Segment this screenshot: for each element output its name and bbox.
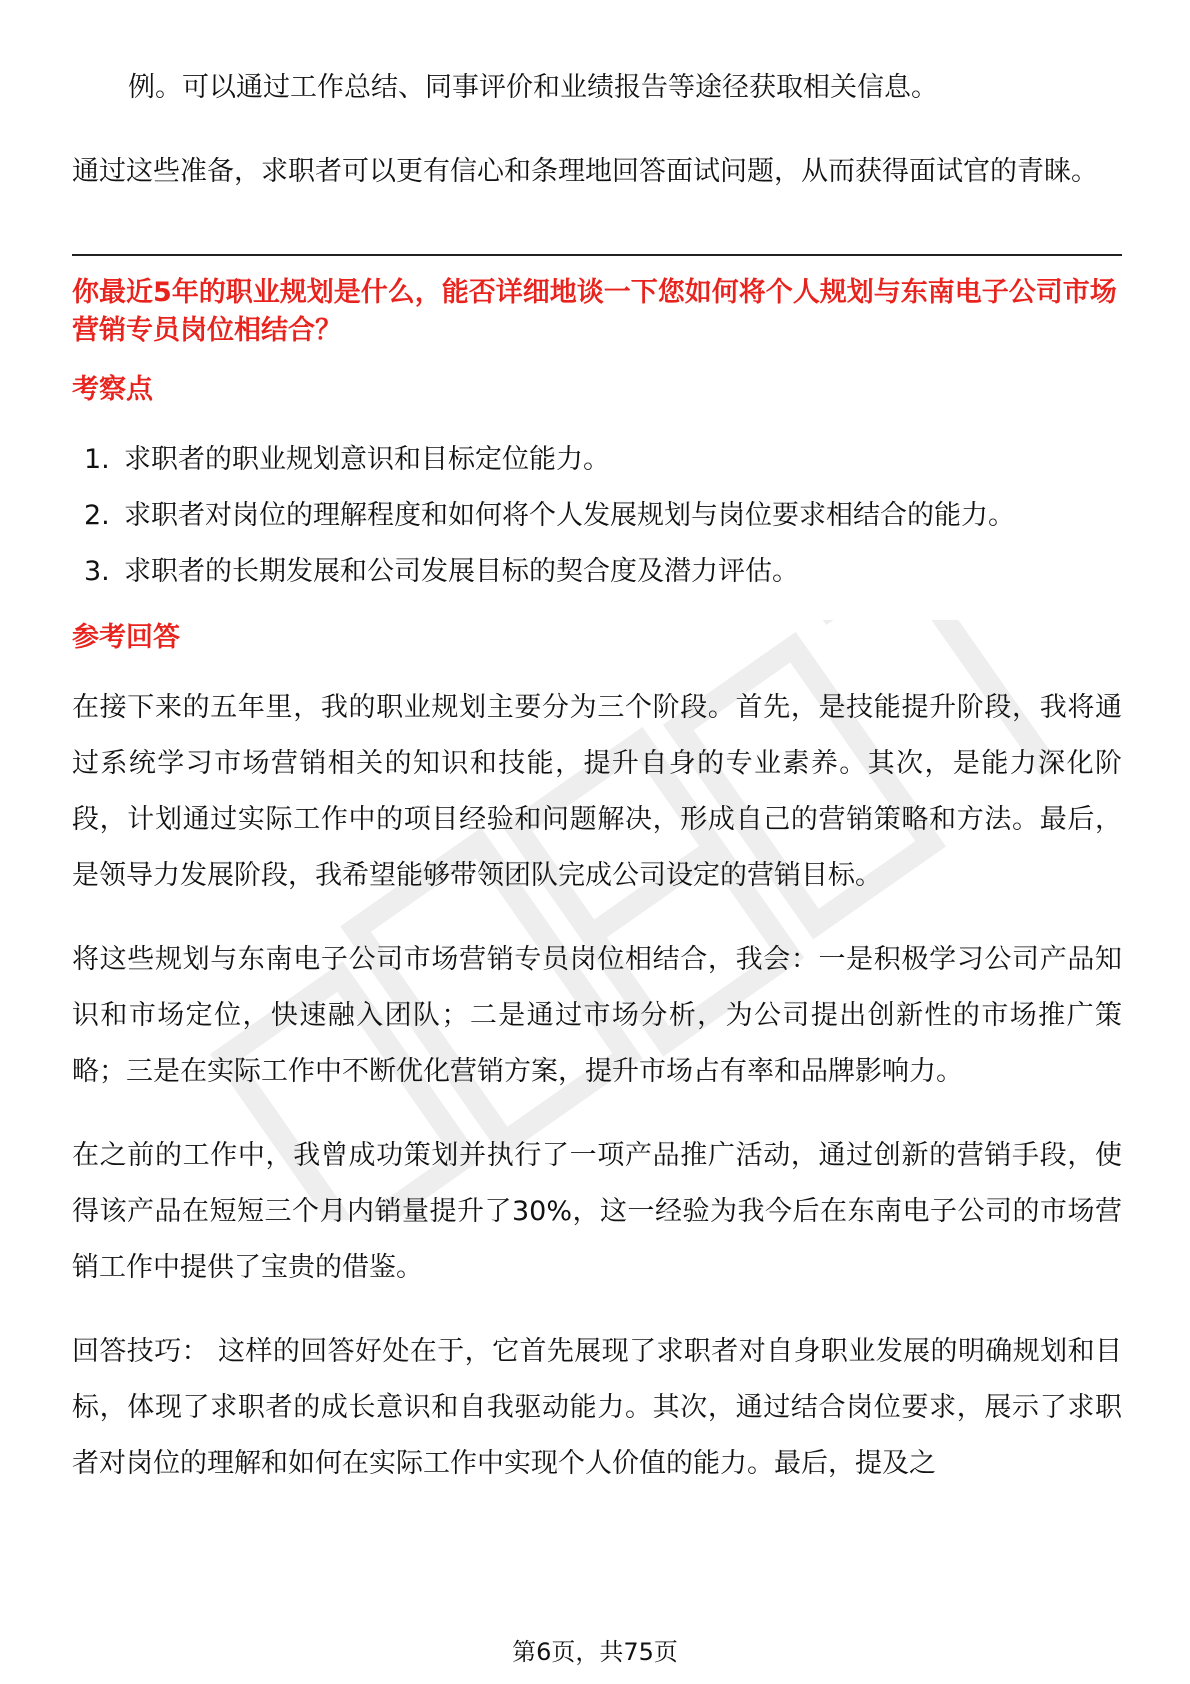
list-item <box>72 544 1122 600</box>
list-text: 求职者的长期发展和公司发展目标的契合度及潜力评估。 <box>124 556 799 587</box>
answer-paragraph: 在之前的工作中，我曾成功策划并执行了一项产品推广活动，通过创新的营销手段，使得该产品在短短三个月内销量提升了30%，这一经验为我今后在东南电子公司的市场营销工作中提供了宝贵的借鉴。 <box>72 1140 1122 1283</box>
assessment-heading: 考察点 <box>72 374 153 405</box>
answer-paragraph: 将这些规划与东南电子公司市场营销专员岗位相结合，我会：一是积极学习公司产品知识和市场定位，快速融入团队；二是通过市场分析，为公司提出创新性的市场推广策略；三是在实际工作中不断优化营销方案，提升市场占有率和品牌影响力。 <box>72 944 1122 1087</box>
list-number: 2. <box>84 500 110 531</box>
list-item <box>72 488 1122 544</box>
list-item <box>72 432 1122 488</box>
list-number: 1. <box>84 444 110 475</box>
answer-tips-paragraph: 回答技巧： 这样的回答好处在于，它首先展现了求职者对自身职业发展的明确规划和目标，体现了求职者的成长意识和自我驱动能力。其次，通过结合岗位要求，展示了求职者对岗位的理解和如何在实际工作中实现个人价值的能力。最后，提及之 <box>72 1336 1122 1479</box>
main-content <box>72 60 1122 1492</box>
summary-paragraph: 通过这些准备，求职者可以更有信心和条理地回答面试问题，从而获得面试官的青睐。 <box>72 156 1098 187</box>
section-divider <box>72 254 1122 256</box>
answer-paragraph: 在接下来的五年里，我的职业规划主要分为三个阶段。首先，是技能提升阶段，我将通过系统学习市场营销相关的知识和技能，提升自身的专业素养。其次，是能力深化阶段，计划通过实际工作中的项目经验和问题解决，形成自己的营销策略和方法。最后，是领导力发展阶段，我希望能够带领团队完成公司设定的营销目标。 <box>72 692 1122 891</box>
page-number-footer: 第6页，共75页 <box>512 1638 678 1666</box>
list-text: 求职者对岗位的理解程度和如何将个人发展规划与岗位要求相结合的能力。 <box>124 500 1015 531</box>
interview-question: 你最近5年的职业规划是什么，能否详细地谈一下您如何将个人规划与东南电子公司市场营销专员岗位相结合？ <box>72 277 1117 346</box>
assessment-list <box>72 432 1122 600</box>
intro-continuation: 例。可以通过工作总结、同事评价和业绩报告等途径获取相关信息。 <box>128 72 938 103</box>
list-text: 求职者的职业规划意识和目标定位能力。 <box>124 444 610 475</box>
list-number: 3. <box>84 556 110 587</box>
answer-heading: 参考回答 <box>72 622 180 653</box>
